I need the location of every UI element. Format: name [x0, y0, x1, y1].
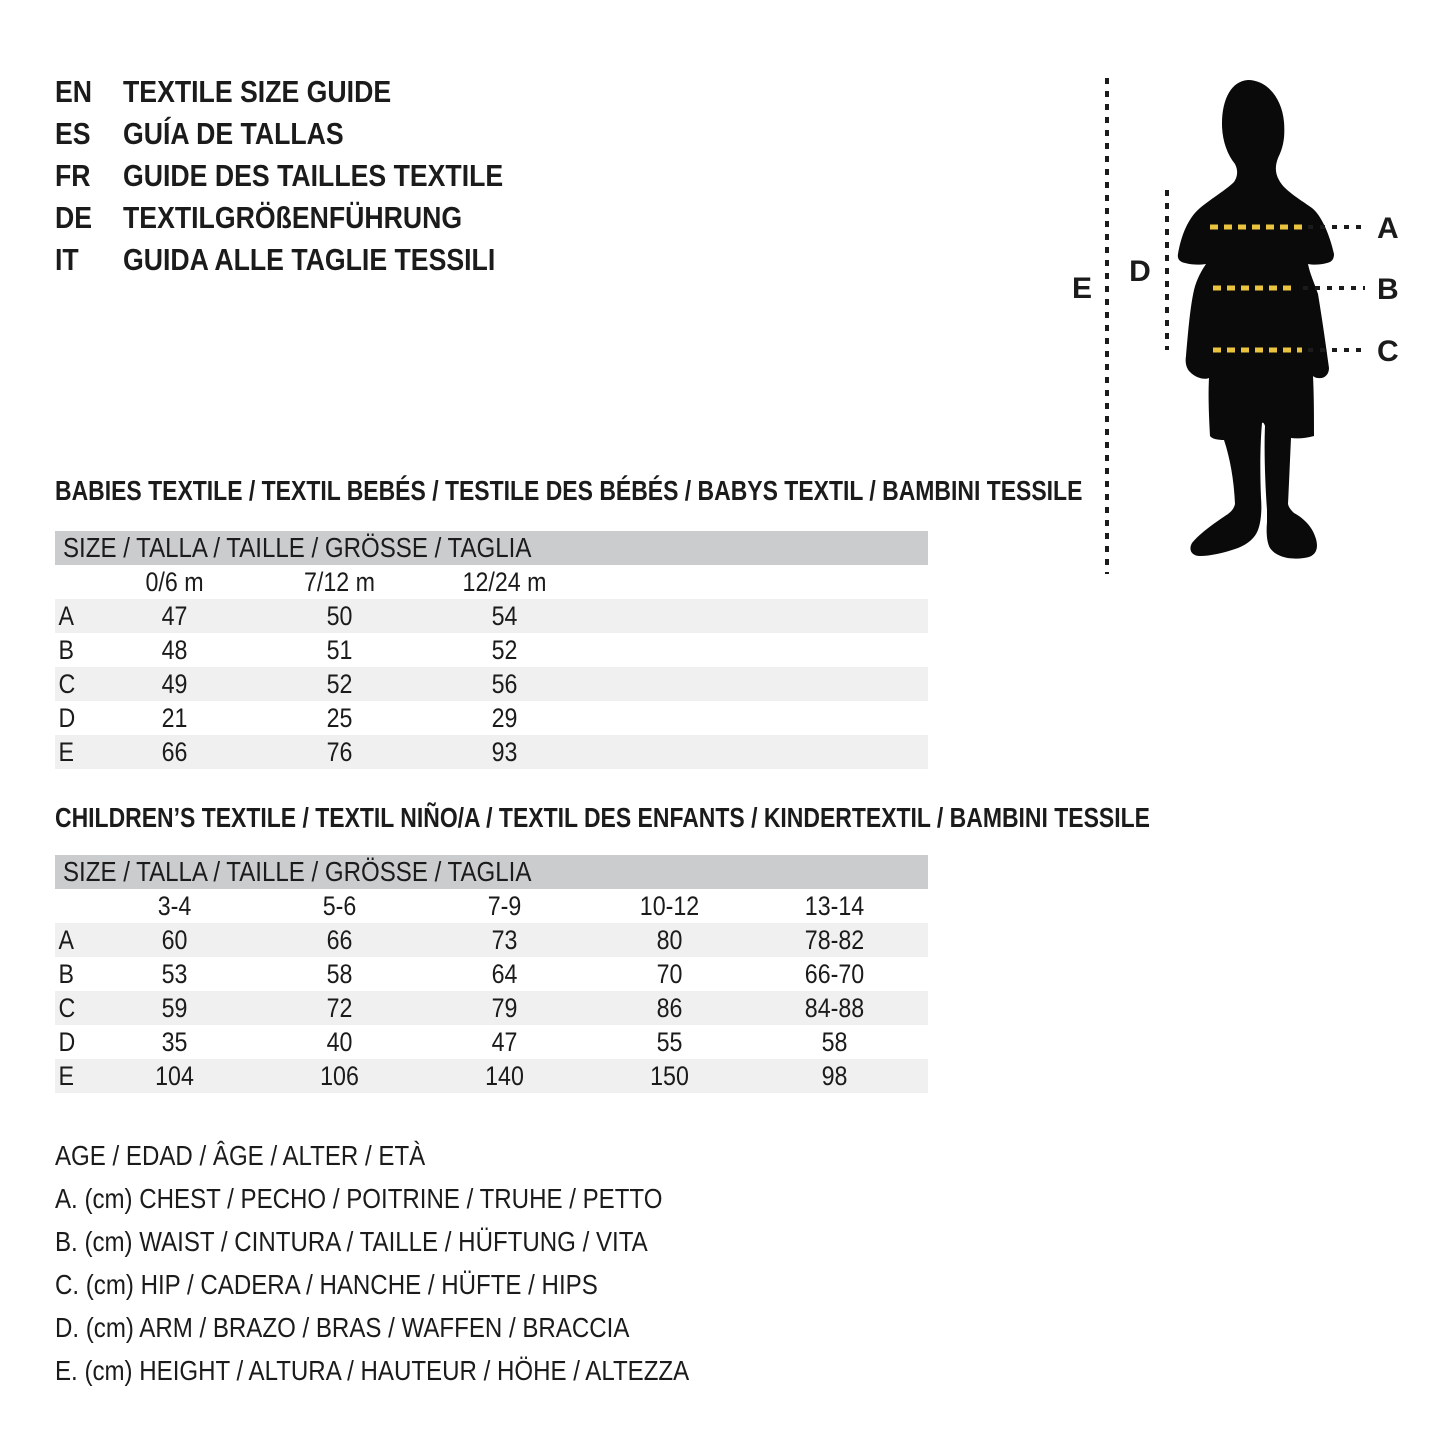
legend-text-arm: D. (cm) ARM / BRAZO / BRAS / WAFFEN / BRACCIA: [55, 1311, 630, 1343]
figure-label-e: E: [1071, 272, 1093, 305]
cell: 150: [650, 1060, 689, 1091]
cell: 104: [155, 1060, 194, 1091]
figure-label-a: A: [1377, 212, 1399, 245]
row-label: E: [58, 736, 74, 767]
cell: 48: [161, 634, 188, 665]
legend-line-chest: [55, 1177, 792, 1220]
babies-column-header-row: [55, 565, 928, 599]
cell: 73: [491, 924, 518, 955]
row-label: A: [58, 924, 74, 955]
children-column-header: 7-9: [487, 890, 522, 921]
cell: 50: [326, 600, 353, 631]
row-label: B: [58, 958, 74, 989]
cell: 51: [326, 634, 353, 665]
legend-line-waist: [55, 1220, 792, 1263]
babies-column-header: 7/12 m: [303, 566, 375, 597]
children-column-header-row: [55, 889, 928, 923]
guide-title-en: TEXTILE SIZE GUIDE: [123, 74, 392, 109]
figure-label-d: D: [1129, 255, 1151, 288]
cell: 66: [326, 924, 353, 955]
table-row: [55, 633, 928, 667]
language-code-en: EN: [55, 74, 93, 109]
legend-line-hip: [55, 1263, 792, 1306]
guide-title-it: GUIDA ALLE TAGLIE TESSILI: [123, 242, 496, 277]
row-label: D: [58, 1026, 76, 1057]
row-label: A: [58, 600, 74, 631]
cell: 70: [656, 958, 683, 989]
cell: 66-70: [804, 958, 865, 989]
cell: 52: [491, 634, 518, 665]
figure-label-b: B: [1377, 273, 1399, 306]
language-code-de: DE: [55, 200, 93, 235]
cell: 21: [161, 702, 188, 733]
table-row: [55, 599, 928, 633]
measurement-figure: [1050, 60, 1445, 605]
table-row: [55, 1059, 928, 1093]
babies-section-title-text: BABIES TEXTILE / TEXTIL BEBÉS / TESTILE DES BÉBÉS / BABYS TEXTIL / BAMBINI TESSILE: [55, 475, 1083, 506]
cell: 55: [656, 1026, 683, 1057]
legend-text-waist: B. (cm) WAIST / CINTURA / TAILLE / HÜFTUNG / VITA: [55, 1225, 648, 1257]
row-label: D: [58, 702, 76, 733]
children-section-title-text: CHILDREN’S TEXTILE / TEXTIL NIÑO/A / TEXTIL DES ENFANTS / KINDERTEXTIL / BAMBINI TESSILE: [55, 802, 1150, 833]
cell: 35: [161, 1026, 188, 1057]
children-column-header: 5-6: [322, 890, 357, 921]
cell: 54: [491, 600, 518, 631]
cell: 140: [485, 1060, 524, 1091]
row-label: C: [58, 992, 76, 1023]
cell: 72: [326, 992, 353, 1023]
cell: 40: [326, 1026, 353, 1057]
cell: 60: [161, 924, 188, 955]
cell: 93: [491, 736, 518, 767]
cell: 79: [491, 992, 518, 1023]
cell: 76: [326, 736, 353, 767]
cell: 49: [161, 668, 188, 699]
cell: 53: [161, 958, 188, 989]
babies-size-header-bar: [55, 531, 928, 565]
babies-size-table: [55, 531, 928, 769]
cell: 47: [161, 600, 188, 631]
measurement-legend: [55, 1134, 792, 1392]
children-size-header-bar: [55, 855, 928, 889]
row-label: C: [58, 668, 76, 699]
title-row-en: [55, 71, 565, 113]
language-code-es: ES: [55, 116, 91, 151]
figure-label-c: C: [1377, 335, 1399, 368]
cell: 106: [320, 1060, 359, 1091]
cell: 25: [326, 702, 353, 733]
legend-text-age: AGE / EDAD / ÂGE / ALTER / ETÀ: [55, 1139, 426, 1171]
cell: 59: [161, 992, 188, 1023]
table-row: [55, 923, 928, 957]
cell: 52: [326, 668, 353, 699]
table-row: [55, 667, 928, 701]
legend-text-chest: A. (cm) CHEST / PECHO / POITRINE / TRUHE / PETTO: [55, 1182, 663, 1214]
cell: 66: [161, 736, 188, 767]
guide-title-de: TEXTILGRÖßENFÜHRUNG: [123, 200, 463, 235]
cell: 84-88: [804, 992, 865, 1023]
guide-title-fr: GUIDE DES TAILLES TEXTILE: [123, 158, 504, 193]
table-row: [55, 735, 928, 769]
table-row: [55, 701, 928, 735]
cell: 80: [656, 924, 683, 955]
cell: 58: [326, 958, 353, 989]
title-row-es: [55, 113, 565, 155]
measurement-figure-svg: [1050, 60, 1445, 605]
language-code-it: IT: [55, 242, 79, 277]
babies-column-header: 12/24 m: [462, 566, 547, 597]
babies-section-title: [55, 474, 1308, 508]
language-code-fr: FR: [55, 158, 91, 193]
babies-size-header-text: SIZE / TALLA / TAILLE / GRÖSSE / TAGLIA: [63, 532, 532, 563]
legend-line-height: [55, 1349, 792, 1392]
children-size-header-text: SIZE / TALLA / TAILLE / GRÖSSE / TAGLIA: [63, 856, 532, 887]
table-row: [55, 957, 928, 991]
children-column-header: 3-4: [157, 890, 192, 921]
legend-line-age: [55, 1134, 792, 1177]
cell: 64: [491, 958, 518, 989]
legend-text-hip: C. (cm) HIP / CADERA / HANCHE / HÜFTE / HIPS: [55, 1268, 598, 1300]
title-language-list: [55, 71, 565, 281]
cell: 86: [656, 992, 683, 1023]
children-column-header: 13-14: [804, 890, 865, 921]
legend-line-arm: [55, 1306, 792, 1349]
cell: 47: [491, 1026, 518, 1057]
children-section-title: [55, 801, 1390, 835]
cell: 78-82: [804, 924, 865, 955]
cell: 58: [821, 1026, 848, 1057]
title-row-it: [55, 239, 565, 281]
cell: 29: [491, 702, 518, 733]
cell: 98: [821, 1060, 848, 1091]
row-label: B: [58, 634, 74, 665]
legend-text-height: E. (cm) HEIGHT / ALTURA / HAUTEUR / HÖHE / ALTEZZA: [55, 1354, 690, 1386]
guide-title-es: GUÍA DE TALLAS: [123, 116, 344, 151]
cell: 56: [491, 668, 518, 699]
children-size-table: [55, 855, 928, 1093]
title-row-fr: [55, 155, 565, 197]
row-label: E: [58, 1060, 74, 1091]
table-row: [55, 991, 928, 1025]
table-row: [55, 1025, 928, 1059]
babies-column-header: 0/6 m: [145, 566, 204, 597]
children-column-header: 10-12: [639, 890, 700, 921]
title-row-de: [55, 197, 565, 239]
